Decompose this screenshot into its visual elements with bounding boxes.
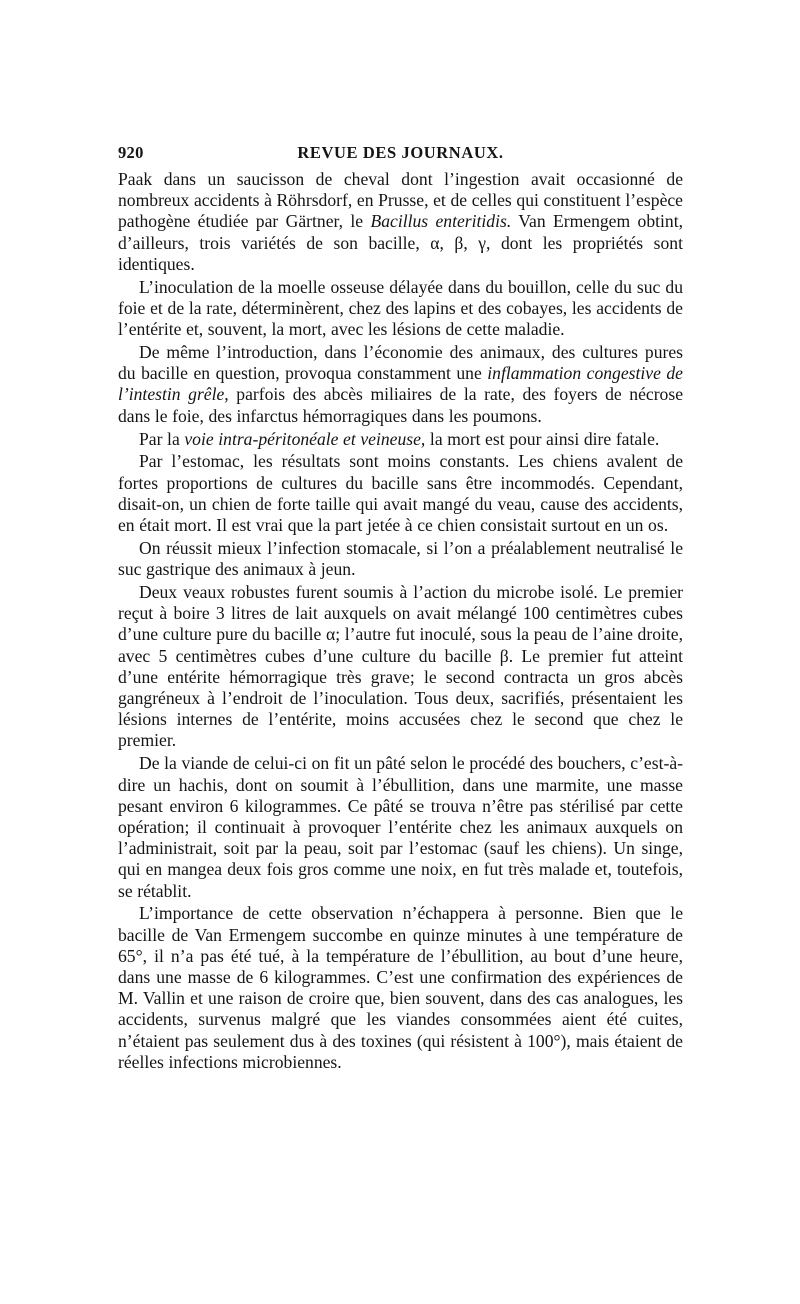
paragraph-3: De même l’introduction, dans l’économie des animaux, des cultures pures du bacille en question, provoqua constamment une inflammation congestive de l’intestin grêle, parfois des abcès miliaires de la rate, des foyers de nécrose dans le foie, des infarctus hémorragiques dans les poumons. [118, 342, 684, 426]
italic-term: inflammation congestive de l’intestin grêle, [118, 363, 683, 405]
italic-term: voie intra-péritonéale et veineuse, [184, 428, 426, 449]
paragraph-9: L’importance de cette observation n’échappera à personne. Bien que le bacille de Van Ermengem succombe en quinze minutes à une température de 65°, il n’a pas été tué, à la température de l’ébullition, au bout d’une heure, dans une masse de 6 kilogrammes. C’est une confirmation des expériences de M. Vallin et une raison de croire que, bien souvent, dans des cas analogues, les accidents, survenus malgré que les viandes consommées aient été cuites, n’étaient pas seulement dus à des toxines (qui résistent à 100°), mais étaient de réelles infections microbiennes. [118, 903, 683, 1072]
document-page [118, 143, 683, 1073]
paragraph-4: Par la voie intra-péritonéale et veineuse, la mort est pour ainsi dire fatale. [139, 428, 660, 449]
running-title: REVUE DES JOURNAUX. [297, 143, 504, 162]
paragraph-8: De la viande de celui-ci on fit un pâté selon le procédé des bouchers, c’est-à-dire un hachis, dont on soumit à l’ébullition, dans une marmite, une masse pesant environ 6 kilogrammes. Ce pâté se trouva n’être pas stérilisé par cette opération; il continuait à provoquer l’entérite chez les animaux auxquels on l’administrait, soit par la peau, soit par l’estomac (sauf les chiens). Un singe, qui en mangea deux fois gros comme une noix, en fut très malade et, toutefois, se rétablit. [118, 753, 683, 901]
paragraph-1: Paak dans un saucisson de cheval dont l’ingestion avait occasionné de nombreux accidents à Röhrsdorf, en Prusse, et de celles qui constituent l’espèce pathogène étudiée par Gärtner, le Bacillus enteritidis. Van Ermengem obtint, d’ailleurs, trois variétés de son bacille, α, β, γ, dont les propriétés sont identiques. [118, 169, 683, 274]
paragraph-6: On réussit mieux l’infection stomacale, si l’on a préalablement neutralisé le suc gastrique des animaux à jeun. [118, 537, 683, 580]
paragraph-7: Deux veaux robustes furent soumis à l’action du microbe isolé. Le premier reçut à boire 3 litres de lait auxquels on avait mélangé 100 centimètres cubes d’une culture pure du bacille α; l’autre fut inoculé, sous la peau de l’aine droite, avec 5 centimètres cubes d’une culture du bacille β. Le premier fut atteint d’une entérite hémorragique très grave; le second contracta un gros abcès gangréneux à l’endroit de l’inoculation. Tous deux, sacrifiés, présentaient les lésions internes de l’entérite, moins accusées chez le second que chez le premier. [118, 581, 683, 751]
italic-term: Bacillus enteritidis. [370, 211, 512, 232]
page-header [118, 143, 683, 169]
paragraph-2: L’inoculation de la moelle osseuse délayée dans du bouillon, celle du suc du foie et de la rate, déterminèrent, chez des lapins et des cobayes, les accidents de l’entérite et, souvent, la mort, avec les lésions de cette maladie. [118, 276, 683, 340]
page-number: 920 [118, 143, 144, 162]
paragraph-5: Par l’estomac, les résultats sont moins constants. Les chiens avalent de fortes proportions de cultures du bacille sans être incommodés. Cependant, disait-on, un chien de forte taille qui avait mangé du veau, cause des accidents, en était mort. Il est vrai que la part jetée à ce chien consistait surtout en un os. [118, 451, 683, 535]
